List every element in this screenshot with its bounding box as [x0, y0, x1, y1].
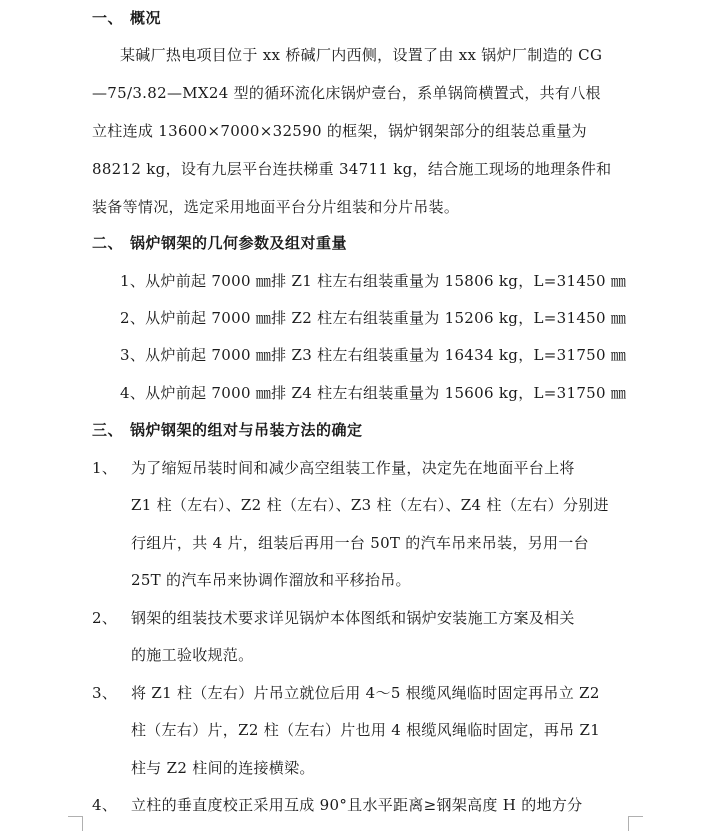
list-item-number: 4、 [92, 796, 118, 814]
list-item: 3、从炉前起 7000 ㎜排 Z3 柱左右组装重量为 16434 kg，L=31750 ㎜ [120, 346, 627, 364]
paragraph-line: 某碱厂热电项目位于 xx 桥碱厂内西侧，设置了由 xx 锅炉厂制造的 CG [120, 46, 603, 64]
margin-mark-left [68, 816, 83, 831]
section-1-heading [92, 8, 162, 28]
section-2-title: 锅炉钢架的几何参数及组对重量 [130, 234, 348, 252]
list-item-line: 柱与 Z2 柱间的连接横梁。 [131, 759, 315, 777]
section-1-number: 一、 [92, 9, 124, 27]
margin-mark-right [628, 816, 643, 831]
list-item: 2、从炉前起 7000 ㎜排 Z2 柱左右组装重量为 15206 kg，L=31450 ㎜ [120, 309, 627, 327]
section-2-heading [92, 233, 348, 253]
list-item-line: 行组片，共 4 片，组装后再用一台 50T 的汽车吊来吊装，另用一台 [131, 534, 589, 552]
list-item: 4、从炉前起 7000 ㎜排 Z4 柱左右组装重量为 15606 kg，L=31750 ㎜ [120, 384, 627, 402]
list-item-line: 立柱的垂直度校正采用互成 90°且水平距离≥钢架高度 H 的地方分 [131, 796, 583, 814]
list-item-line: 柱（左右）片，Z2 柱（左右）片也用 4 根缆风绳临时固定，再吊 Z1 [131, 721, 601, 739]
list-item-line: 将 Z1 柱（左右）片吊立就位后用 4～5 根缆风绳临时固定再吊立 Z2 [131, 684, 600, 702]
list-item: 1、从炉前起 7000 ㎜排 Z1 柱左右组装重量为 15806 kg，L=31450 ㎜ [120, 272, 627, 290]
list-item-line: Z1 柱（左右）、Z2 柱（左右）、Z3 柱（左右）、Z4 柱（左右）分别进 [131, 496, 609, 514]
list-item-number: 1、 [92, 459, 118, 477]
paragraph-line: 装备等情况，选定采用地面平台分片组装和分片吊装。 [92, 198, 460, 216]
list-item-number: 3、 [92, 684, 118, 702]
section-3-heading [92, 420, 363, 440]
section-3-title: 锅炉钢架的组对与吊装方法的确定 [130, 421, 363, 439]
paragraph-line: 立柱连成 13600×7000×32590 的框架，锅炉钢架部分的组装总重量为 [92, 122, 587, 140]
section-1-title: 概况 [130, 9, 162, 27]
list-item-line: 钢架的组装技术要求详见锅炉本体图纸和锅炉安装施工方案及相关 [131, 609, 575, 627]
list-item-line: 的施工验收规范。 [131, 646, 254, 664]
section-2-number: 二、 [92, 234, 124, 252]
list-item-number: 2、 [92, 609, 118, 627]
paragraph-line: 88212 kg，设有九层平台连扶梯重 34711 kg，结合施工现场的地理条件和 [92, 160, 612, 178]
list-item-line: 25T 的汽车吊来协调作溜放和平移抬吊。 [131, 571, 411, 589]
list-item-line: 为了缩短吊装时间和减少高空组装工作量，决定先在地面平台上将 [131, 459, 575, 477]
section-3-number: 三、 [92, 421, 124, 439]
paragraph-line: —75/3.82—MX24 型的循环流化床锅炉壹台，系单锅筒横置式，共有八根 [92, 84, 601, 102]
